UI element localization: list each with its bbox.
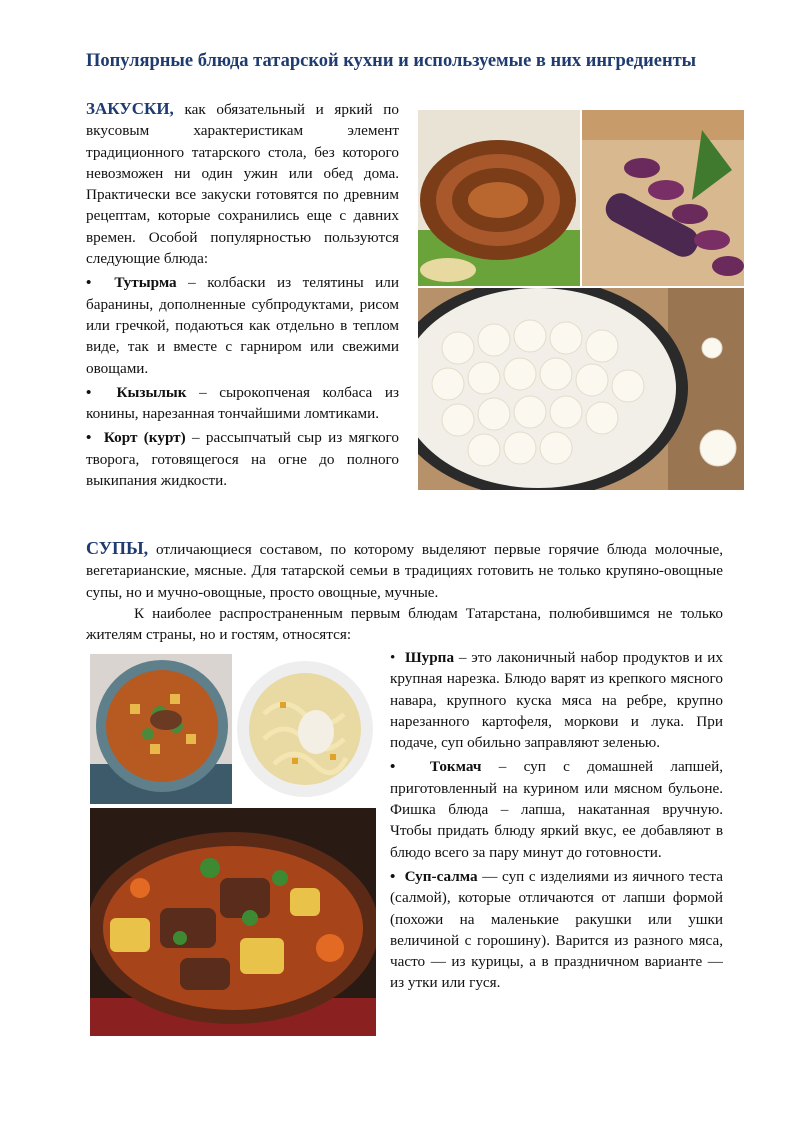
item-text: — суп с изделиями из яичного теста (салмой), которые отличаются от лапши формой (похожи на маленькие ракушки или ушки величиной с горошину). Варится из разного мяса, часто — из курицы, а в праздничном варианте — из утки или гуся. [390, 867, 723, 992]
item-text: – рассыпчатый сыр из мягкого творога, готовящегося на огне до полного выкипания жидкости. [86, 429, 399, 490]
item-text: – сырокопченая колбаса из конины, нарезанная тончайшими ломтиками. [86, 383, 399, 423]
item-term: Шурпа [404, 649, 455, 666]
soups-intro-2: К наиболее распространенным первым блюдам Татарстана, полюбившимся не только жителям страны, но и гостям, относятся: [86, 604, 723, 644]
snacks-intro-text: как обязательный и яркий по вкусовым характеристикам элемент традиционного татарского стола, без которого невозможен ни один ужин или обед дома. Практически все закуски готовятся по древним рецептам, которые сохранились еще с давних времен. Особой популярностью пользуются следующие блюда: [86, 101, 399, 268]
soups-intro-text: отличающиеся составом, по которому выделяют первые горячие блюда молочные, вегетарианские, мясные. Для татарской семьи в традициях готовить не только крупяно-овощные супы, но и мучно-овощные, просто овощные, мучные. [86, 541, 723, 601]
snacks-heading: ЗАКУСКИ, [86, 99, 174, 118]
soups-list [390, 647, 723, 994]
snacks-intro [86, 98, 399, 269]
meat-stew-photo [90, 808, 376, 1036]
bullet-icon: • [390, 867, 396, 885]
kurt-cheese-photo [418, 288, 744, 490]
page-title: Популярные блюда татарской кухни и используемые в них ингредиенты [86, 51, 697, 71]
sausage-photo [418, 110, 580, 286]
soups-intro [86, 538, 723, 603]
list-item [86, 272, 399, 378]
list-item [390, 756, 723, 862]
bullet-icon: • [86, 429, 92, 447]
item-term: Корт (курт) [103, 429, 186, 447]
bullet-icon: • [390, 758, 396, 776]
list-item [86, 382, 399, 425]
bullet-icon: • [86, 274, 92, 292]
item-term: Суп-салма [404, 867, 478, 885]
shurpa-soup-photo [90, 654, 232, 804]
item-text: – это лаконичный набор продуктов и их крупная нарезка. Блюдо варят из крепкого мясного навара, крупного куска мяса на ребре, крупно нарезанного картофеля, моркови и лука. При подаче, суп обильно заправляют зеленью. [390, 649, 723, 752]
item-text: – колбаски из телятины или баранины, дополненные субпродуктами, рисом или гречкой, подаються как отдельно в теплом виде, так и вместе с гарниром или свежими овощами. [86, 274, 400, 377]
item-term: Тутырма [114, 274, 177, 292]
soups-section [86, 538, 723, 645]
item-term: Кызылык [116, 383, 187, 401]
soups-heading: СУПЫ, [86, 538, 149, 558]
bullet-icon: • [86, 383, 92, 401]
list-item [86, 427, 399, 491]
item-text: – суп с домашней лапшей, приготовленный на курином или мясном бульоне. Фишка блюда – лапша, накатанная вручную. Чтобы придать блюду яркий вкус, ее добавляют в блюдо всего за пару минут до готовности. [390, 758, 723, 861]
list-item [390, 647, 723, 753]
list-item [390, 866, 723, 994]
tokmach-soup-photo [234, 654, 376, 804]
horse-sausage-photo [582, 110, 744, 286]
bullet-icon: • [390, 649, 396, 666]
item-term: Токмач [429, 758, 482, 776]
snacks-section [86, 98, 399, 491]
